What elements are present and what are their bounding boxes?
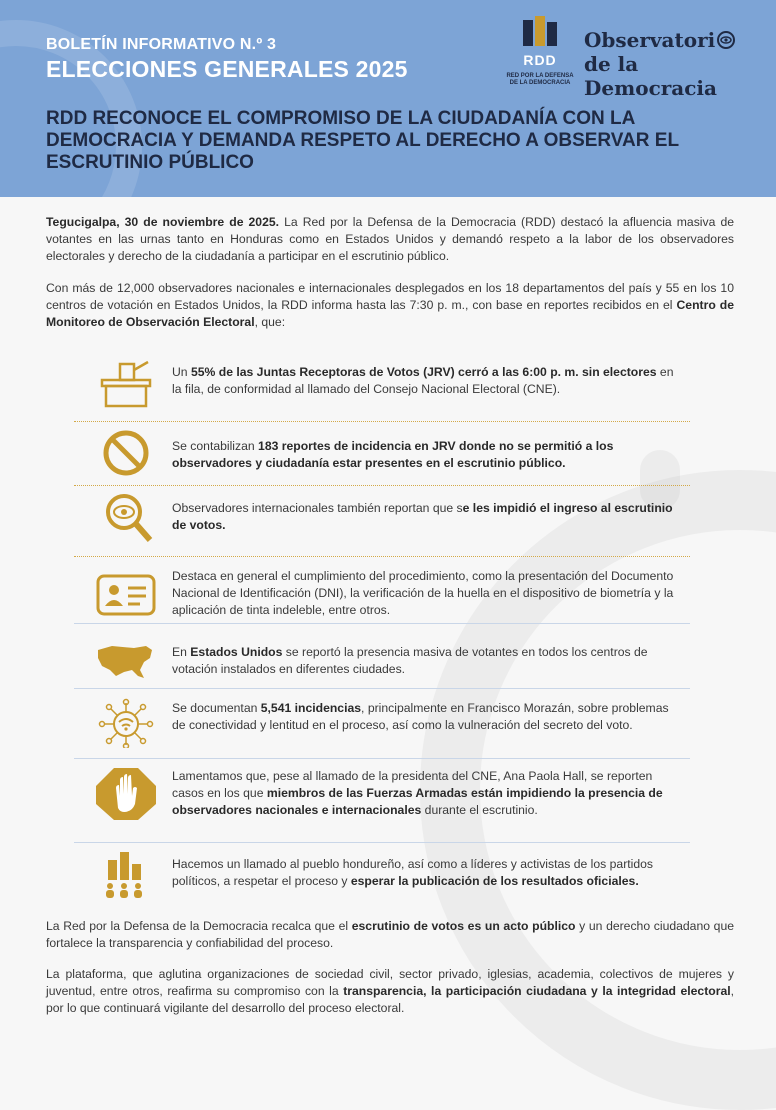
results-chart-people-icon (94, 850, 158, 900)
usa-map-icon (94, 636, 158, 686)
closing-paragraph-2: La plataforma, que aglutina organizaciones de sociedad civil, sector privado, iglesias, academia, colectivos de mujeres y juventud, entre otros, reafirma su compromiso con la transparencia, la participación ciudadana y la integridad electoral, por lo que continuará vigilante del desarrollo del proceso electoral. (46, 967, 735, 1015)
divider (74, 421, 690, 422)
divider (74, 842, 690, 843)
dateline: Tegucigalpa, 30 de noviembre de 2025. (46, 215, 280, 229)
observatorio-line1: Observatori (584, 28, 716, 52)
closing-paragraph-1: La Red por la Defensa de la Democracia recalca que el escrutinio de votos es un acto público y un derecho ciudadano que fortalece la transparencia y confiabilidad del proceso. (46, 919, 734, 950)
observatorio-line2: de la Democracia (584, 52, 717, 100)
context-paragraph: Con más de 12,000 observadores nacionales e internacionales desplegados en los 18 departamentos del país y 55 en los 10 centros de votación en Estados Unidos, la RDD informa hasta las 7:30 p. m., con base en reportes recibidos en el Centro de Monitoreo de Observación Electoral, que: (46, 281, 734, 329)
ballot-box-icon (94, 358, 158, 408)
divider (74, 556, 690, 557)
headline: RDD RECONOCE EL COMPROMISO DE LA CIUDADANÍA CON LA DEMOCRACIA Y DEMANDA RESPETO AL DERECHO A OBSERVAR EL ESCRUTINIO PÚBLICO (46, 108, 679, 173)
eye-magnifier-icon (94, 492, 158, 542)
header-banner (0, 0, 776, 197)
prohibited-icon (94, 428, 158, 478)
observatorio-logo (584, 28, 776, 100)
eye-icon (717, 31, 735, 49)
bulletin-number: BOLETÍN INFORMATIVO N.º 3 (46, 36, 277, 53)
id-card-icon (94, 570, 158, 620)
elections-title: ELECCIONES GENERALES 2025 (46, 56, 408, 82)
divider (74, 485, 690, 486)
intro-paragraph: Tegucigalpa, 30 de noviembre de 2025. La Red por la Defensa de la Democracia (RDD) destacó la afluencia masiva de votantes en las urnas tanto en Honduras como en Estados Unidos y demandó respeto a la labor de los observadores electorales y derecho de la ciudadanía a participar en el escrutinio público. (46, 215, 734, 263)
divider (74, 688, 690, 689)
rdd-logo-subtitle: RED POR LA DEFENSA DE LA DEMOCRACIA (506, 73, 574, 86)
divider (74, 623, 690, 624)
divider (74, 758, 690, 759)
network-wifi-icon (94, 698, 158, 748)
rdd-logo (500, 16, 580, 87)
stop-hand-icon (94, 766, 158, 822)
rdd-logo-text: RDD (523, 52, 557, 68)
